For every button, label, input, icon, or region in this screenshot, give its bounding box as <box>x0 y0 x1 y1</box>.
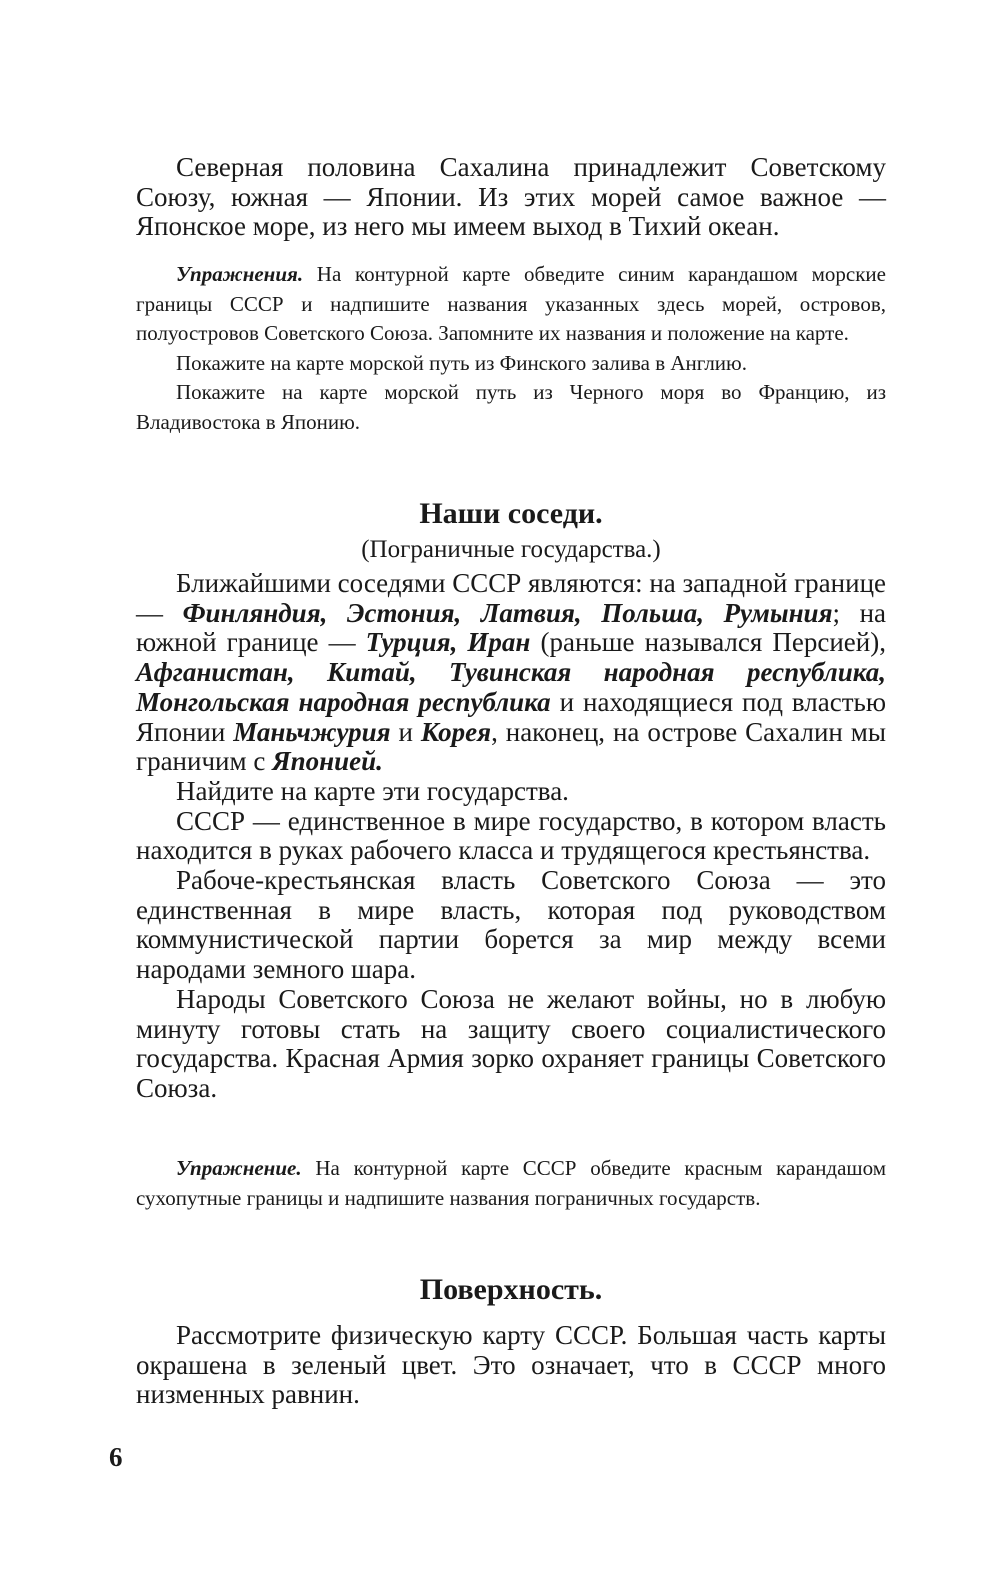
neighbors-section <box>136 569 886 1104</box>
intro-section <box>136 153 886 242</box>
text-run: Ближайшими соседями СССР являются: на западной границе — <box>136 568 887 628</box>
section-subheading-neighbors: (Пограничные государства.) <box>361 536 661 563</box>
text-run: и <box>390 716 421 747</box>
exercise-1-line-3: Покажите на карте морской путь из Черного моря во Францию, из Владивостока в Японию. <box>136 380 886 434</box>
page-number: 6 <box>109 1442 123 1472</box>
exercise-block-2 <box>136 1154 886 1213</box>
surface-section <box>136 1321 886 1410</box>
exercise-2-lead: Упражнение. <box>176 1156 302 1180</box>
neighbors-paragraph-2: Найдите на карте эти государства. <box>176 775 569 806</box>
country-manchuria: Маньчжурия <box>233 716 391 747</box>
exercise-1-text: На контурной карте обведите синим карандашом морские границы СССР и надпишите названия указанных здесь морей, островов, полуостровов Советского Союза. Запомните их названия и положение на карте. <box>136 262 886 345</box>
exercise-1-lead: Упражнения. <box>176 262 304 286</box>
text-run: , наконец, на острове Сахалин мы граничим с <box>136 716 886 777</box>
exercise-1-paragraph <box>136 260 886 349</box>
exercise-2-paragraph <box>136 1154 886 1213</box>
neighbors-paragraph-3: СССР — единственное в мире государство, в котором власть находится в руках рабочего класса и трудящегося крестьянства. <box>136 805 886 866</box>
section-heading-surface: Поверхность. <box>419 1273 603 1306</box>
country-list-south-2: Афганистан, Китай, Тувинская народная республика, Монгольская народная республика <box>136 657 886 717</box>
country-list-west: Финляндия, Эстония, Латвия, Польша, Румыния <box>182 597 833 628</box>
section-heading-neighbors: Наши соседи. <box>419 497 603 530</box>
exercise-2-text: На контурной карте СССР обведите красным карандашом сухопутные границы и надпишите названия пограничных государств. <box>136 1156 886 1210</box>
surface-paragraph-1: Рассмотрите физическую карту СССР. Большая часть карты окрашена в зеленый цвет. Это означает, что в СССР много низменных равнин. <box>136 1320 886 1410</box>
intro-paragraph: Северная половина Сахалина принадлежит Советскому Союзу, южная — Японии. Из этих морей самое важное — Японское море, из него мы имеем выход в Тихий океан. <box>136 152 886 241</box>
text-run: и находящиеся под властью Японии <box>136 686 887 747</box>
neighbors-paragraph-4: Рабоче-крестьянская власть Советского Союза — это единственная в мире власть, которая под руководством коммунистической партии борется за мир между всеми народами земного шара. <box>136 865 886 985</box>
exercise-1-line-2: Покажите на карте морской путь из Финского залива в Англию. <box>176 350 747 375</box>
exercise-block-1 <box>136 260 886 437</box>
text-run: ; на южной границе — <box>136 597 887 658</box>
neighbors-paragraph-5: Народы Советского Союза не желают войны, но в любую минуту готовы стать на защиту своего социалистического государства. Красная Армия зорко охраняет границы Советского Союза. <box>136 983 886 1103</box>
neighbors-paragraph-1 <box>136 569 886 777</box>
country-korea: Корея <box>420 716 492 747</box>
text-run: (раньше назывался Персией), <box>530 627 886 658</box>
country-japan: Японией. <box>272 746 383 777</box>
country-list-south: Турция, Иран <box>365 627 531 658</box>
